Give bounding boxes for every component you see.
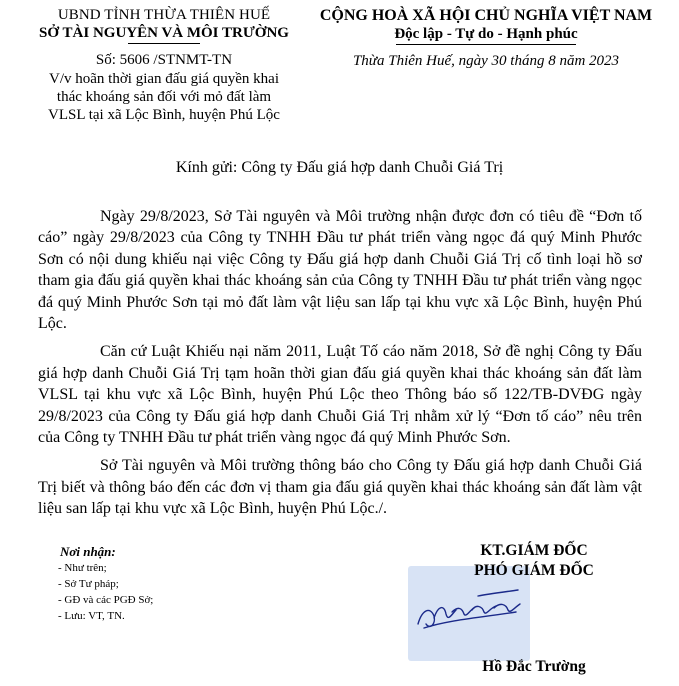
signature-block xyxy=(398,541,670,581)
receivers-list xyxy=(58,544,288,624)
header-agency xyxy=(14,6,314,124)
receiver-item: - Lưu: VT, TN. xyxy=(58,610,125,622)
receiver-item: - Sở Tư pháp; xyxy=(58,578,119,590)
agency-underline xyxy=(128,43,200,44)
subject-line: VLSL tại xã Lộc Bình, huyện Phú Lộc xyxy=(48,107,280,123)
letter-body xyxy=(38,206,642,527)
place-date: Thừa Thiên Huế, ngày 30 tháng 8 năm 2023 xyxy=(352,53,620,69)
motto-underline xyxy=(396,44,576,45)
recipient-line: Kính gửi: Công ty Đấu giá hợp danh Chuỗi Giá Trị xyxy=(175,159,504,176)
body-paragraph: Sở Tài nguyên và Môi trường thông báo cho Công ty Đấu giá hợp danh Chuỗi Giá Trị biết và thông báo đến các đơn vị tham gia đấu giá quyền khai thác khoáng sản đất làm vật liệu san lấp tại khu vực xã Lộc Bình, huyện Phú Lộc./. xyxy=(38,457,642,518)
agency-name: SỞ TÀI NGUYÊN VÀ MÔI TRƯỜNG xyxy=(39,25,289,41)
subject-line: V/v hoãn thời gian đấu giá quyền khai xyxy=(49,71,279,87)
receiver-item: - Như trên; xyxy=(58,562,107,574)
signer-title-1: KT.GIÁM ĐỐC xyxy=(480,542,588,559)
nation-title: CỘNG HOÀ XÃ HỘI CHỦ NGHĨA VIỆT NAM xyxy=(319,7,653,24)
signer-name: Hồ Đắc Trường xyxy=(482,658,586,675)
signer-title-2: PHÓ GIÁM ĐỐC xyxy=(474,562,594,579)
document-subject xyxy=(14,70,314,124)
document-number: Số: 5606 /STNMT-TN xyxy=(95,52,233,68)
receivers-title: Nơi nhận: xyxy=(60,544,116,559)
subject-line: thác khoáng sản đối với mỏ đất làm xyxy=(56,89,272,105)
receiver-item: - GĐ và các PGĐ Sở; xyxy=(58,594,154,606)
national-motto: Độc lập - Tự do - Hạnh phúc xyxy=(394,26,578,42)
body-paragraph: Căn cứ Luật Khiếu nại năm 2011, Luật Tố cáo năm 2018, Sở đề nghị Công ty Đấu giá hợp danh Chuỗi Giá Trị tạm hoãn thời gian đấu giá quyền khai thác khoáng sản đất làm VLSL tại khu vực xã Lộc Bình, huyện Phú Lộc theo Thông báo số 122/TB-DVĐG ngày 29/8/2023 của Công ty Đấu giá hợp danh Chuỗi Giá Trị nhằm xử lý “Đơn tố cáo” nêu trên của Công ty TNHH Đầu tư phát triển vàng ngọc đá quý Minh Phước Sơn. xyxy=(38,343,642,447)
agency-parent: UBND TỈNH THỪA THIÊN HUẾ xyxy=(57,7,271,23)
header-nation xyxy=(300,6,672,70)
body-paragraph: Ngày 29/8/2023, Sở Tài nguyên và Môi trường nhận được đơn có tiêu đề “Đơn tố cáo” ngày 29/8/2023 của Công ty TNHH Đầu tư phát triển vàng ngọc đá quý Minh Phước Sơn có nội dung khiếu nại việc Công ty Đấu giá hợp danh Chuỗi Giá Trị cố tình loại hồ sơ tham gia đấu giá quyền khai thác khoáng sản của Công ty TNHH Đầu tư phát triển vàng ngọc đá quý Minh Phước Sơn tại mỏ đất làm vật liệu san lấp tại khu vực xã Lộc Bình, huyện Phú Lộc. xyxy=(38,208,642,333)
